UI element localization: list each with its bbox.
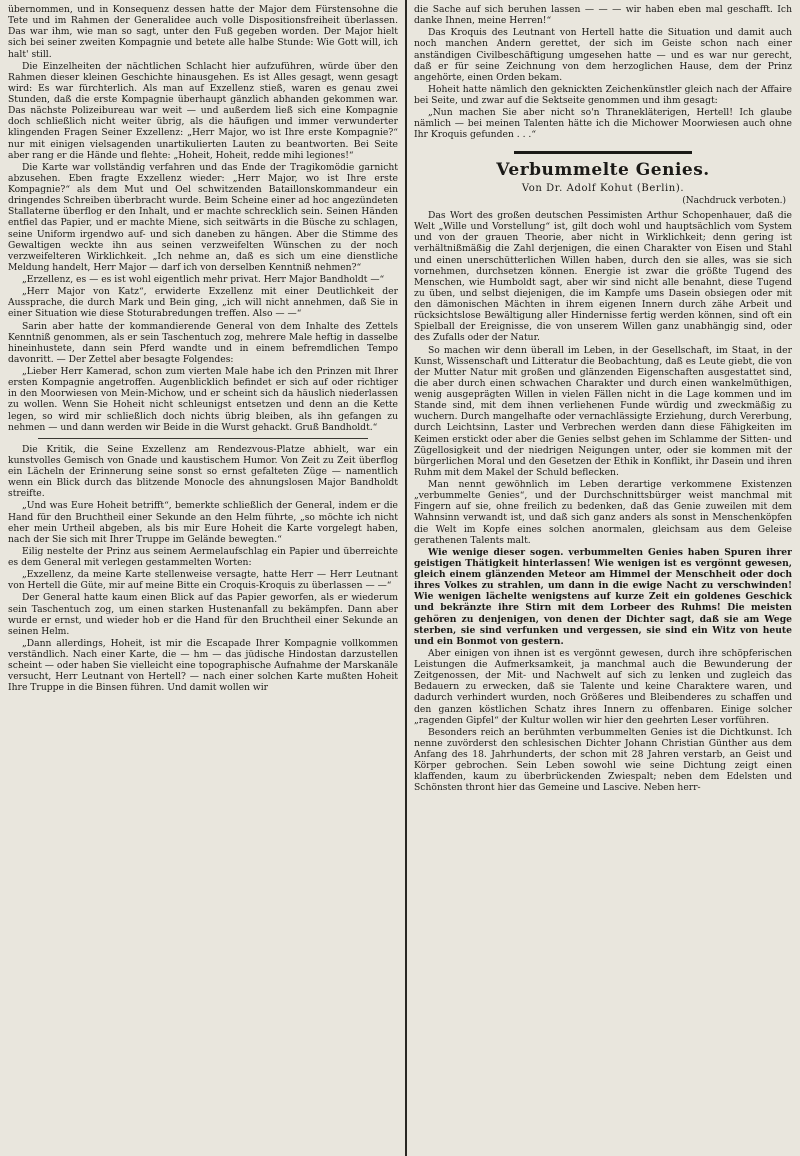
article-author: Von Dr. Adolf Kohut (Berlin). [521, 183, 685, 195]
section-divider [38, 438, 368, 439]
paragraph: „Dann allerdings, Hoheit, ist mir die Escapade Ihrer Kompagnie vollkommen verständlich. Nach einer Karte, die — hm — das jüdische Hindostan darzustellen scheint — oder haben Sie vielleicht eine topographische Aufnahme der Marskanäle versucht, Herr Leutnant von Hertell? — nach einer solchen Karte mußten Hoheit Ihre Truppe in die Binsen führen. Und damit wollen wir [8, 637, 398, 694]
column-rule [405, 0, 407, 1156]
paragraph: So machen wir denn überall im Leben, in der Gesellschaft, im Staat, in der Kunst, Wissenschaft und Litteratur die Beobachtung, daß es Leute giebt, die von der Mutter Natur mit großen und glänzenden Eigenschaften ausgestattet sind, die aber durch einen schwachen Charakter und durch einen wankelmüthigen, wenig ausgeprägten Willen in vielen Fällen nicht in die Lage kommen und im Stande sind, mit dem ihnen verliehenen Funde würdig und zweckmäßig zu wuchern. Durch mangelhafte oder vernachlässigte Erziehung, durch Vererbung, durch Leichtsinn, Laster und Verbrechen werden dann diese Fähigkeiten im Keimen erstickt oder aber die Genies selbst gehen im Schlamme der Sitten- und Zügellosigkeit und der niedrigen Neigungen unter, oder sie kommen mit der bürgerlichen Moral und den Gesetzen der Ethik in Konflikt, ihr Dasein und ihren Ruhm mit dem Makel der Schuld beflecken. [414, 344, 792, 478]
article-divider [514, 151, 692, 154]
paragraph: Besonders reich an berühmten verbummelten Genies ist die Dichtkunst. Ich nenne zuvörderst den schlesischen Dichter Johann Christian Günther aus dem Anfang des 18. Jahrhunderts, der schon mit 28 Jahren verstarb, an Geist und Körper gebrochen. Sein Leben sowohl wie seine Dichtung zeigt einen klaffenden, kaum zu überbrückenden Zwiespalt; neben dem Edelsten und Schönsten thront hier das Gemeine und Lascive. Neben herr- [414, 726, 792, 794]
paragraph: Hoheit hatte nämlich den geknickten Zeichenkünstler gleich nach der Affaire bei Seite, und zwar auf die Sektseite genommen und ihm gesagt: [414, 83, 792, 106]
paragraph: Die Einzelheiten der nächtlichen Schlacht hier aufzuführen, würde über den Rahmen dieser kleinen Geschichte hinausgehen. Es ist Alles gesagt, wenn gesagt wird: Es war fürchterlich. Als man auf Exzellenz stieß, waren es genau zwei Stunden, daß die erste Kompagnie überhaupt gänzlich abhanden gekommen war. Das nächste Polizeibureau war weit — und außerdem ließ sich eine Kompagnie doch schließlich nicht weiter übrig, als die häufigen und immer verwunderter klingenden Fragen Seiner Exzellenz: „Herr Major, wo ist Ihre erste Kompagnie?“ nur mit einigen vielsagenden unartikulierten Lauten zu beantworten. Bei Seite aber rang er die Hände und flehte: „Hoheit, Hoheit, redde mihi legiones!“ [8, 60, 398, 161]
article-title: Verbummelte Genies. [496, 159, 710, 180]
paragraph: übernommen, und in Konsequenz dessen hatte der Major dem Fürstensohne die Tete und im Rahmen der Generalidee auch volle Dispositionsfreiheit überlassen. Das war ihm, wie man so sagt, unter den Fuß gegeben worden. Der Major hielt sich bei seiner zweiten Kompagnie und betete alle halbe Stunde: Wie Gott will, ich halt' still. [8, 4, 398, 60]
reprint-note: (Nachdruck verboten.) [682, 196, 786, 207]
paragraph: Das Kroquis des Leutnant von Hertell hatte die Situation und damit auch noch manchen Andern gerettet, der sich im Geiste schon nach einer anständigen Civilbeschäftigung umgesehen hatte — und es war nur gerecht, daß er für seine Zeichnung von dem herzoglichen Hause, dem der Prinz angehörte, einen Orden bekam. [414, 27, 792, 83]
paragraph: „Herr Major von Katz“, erwiderte Exzellenz mit einer Deutlichkeit der Aussprache, die durch Mark und Bein ging, „ich will nicht annehmen, daß Sie in einer Situation wie diese Stoturabredungen treffen. Also — —“ [8, 286, 398, 320]
paragraph: Eilig nestelte der Prinz aus seinem Aermelaufschlag ein Papier und überreichte es dem General mit verlegen gestammelten Worten: [8, 545, 398, 568]
paragraph: Das Wort des großen deutschen Pessimisten Arthur Schopenhauer, daß die Welt „Wille und Vorstellung“ ist, gilt doch wohl und hauptsächlich vom System und von der grauen Theorie, aber nicht in Wirklichkeit; denn gering ist verhältnißmäßig die Zahl derjenigen, die einen Charakter von Eisen und Stahl und einen unerschütterlichen Willen haben, durch den sie alles, was sie sich vornehmen, durchsetzen können. Energie ist zwar die größte Tugend des Menschen, wie Humboldt sagt, aber wir sind nicht alle benahnt, diese Tugend zu üben, und selbst diejenigen, die im Kampfe ums Dasein obsiegen oder mit den dämonischen Mächten in ihrem eigenen Innern durch zähe Arbeit und rücksichtslose Bewältigung aller Hindernisse fertig werden können, sind oft ein Spielball der Ereignisse, die von unserem Willen ganz unabhängig sind, oder des Zufalls oder der Natur. [414, 210, 792, 344]
paragraph: „Exzellenz, da meine Karte stellenweise versagte, hatte Herr — Herr Leutnant von Hertell die Güte, mir auf meine Bitte ein Croquis-Kroquis zu überlassen — —“ [8, 569, 398, 592]
paragraph: Sarin aber hatte der kommandierende General von dem Inhalte des Zettels Kenntniß genommen, als er sein Taschentuch zog, mehrere Male heftig in dasselbe hineinhustete, dann sein Pferd wandte und in einem befremdlichen Tempo davonritt. — Der Zettel aber besagte Folgendes: [8, 320, 398, 365]
paragraph: Der General hatte kaum einen Blick auf das Papier geworfen, als er wiederum sein Taschentuch zog, um einen starken Hustenanfall zu bekämpfen. Dann aber wurde er ernst, und wieder hob er die Hand für den Bruchtheil einer Sekunde an seinen Helm. [8, 592, 398, 637]
paragraph: die Sache auf sich beruhen lassen — — — wir haben eben mal geschafft. Ich danke Ihnen, meine Herren!“ [414, 4, 792, 27]
left-column [8, 4, 398, 1152]
paragraph: Die Karte war vollständig verfahren und das Ende der Tragikomödie garnicht abzusehen. Eben fragte Exzellenz wieder: „Herr Major, wo ist Ihre erste Kompagnie?“ als dem Mut und Oel schwitzenden Bataillonskommandeur ein dringendes Schreiben überbracht wurde. Beim Scheine einer ad hoc angezündeten Stallaterne überflog er den Inhalt, und er machte schrecklich sein. Seinen Händen entfiel das Papier, und er machte Miene, sich seitwärts in die Büsche zu schlagen, seine Uniform irgendwo auf- und sich daneben zu hängen. Aber die Stimme des Gewaltigen weckte ihn aus seinen verzweifelten Wünschen zu der noch verzweifelteren Wirklichkeit. „Ich nehme an, daß es sich um eine dienstliche Meldung handelt, Herr Major — darf ich von derselben Kenntniß nehmen?“ [8, 161, 398, 273]
paragraph: „Lieber Herr Kamerad, schon zum vierten Male habe ich den Prinzen mit Ihrer ersten Kompagnie angetroffen. Augenblicklich befindet er sich auf oder richtiger in den Moorwiesen von Mein-Michow, und er scheint sich da häuslich niederlassen zu wollen. Wenn Sie Hoheit nicht schleunigst entsetzen und denn an die Kette legen, so wird mir schließlich doch nichts übrig bleiben, als ihn gefangen zu nehmen — und dann werden wir Beide in die Wurst gehackt. Gruß Bandholdt.“ [8, 366, 398, 433]
paragraph: „Und was Eure Hoheit betrifft“, bemerkte schließlich der General, indem er die Hand für den Bruchtheil einer Sekunde an den Helm führte, „so möchte ich nicht eher mein Urtheil abgeben, als bis mir Eure Hoheit die Karte vorgelegt haben, nach der Sie sich mit Ihrer Truppe im Gelände bewegten.“ [8, 500, 398, 545]
paragraph: „Nun machen Sie aber nicht so'n Thranekläterigen, Hertell! Ich glaube nämlich — bei meinen Talenten hätte ich die Michower Moorwiesen auch ohne Ihr Kroquis gefunden . . .“ [414, 107, 792, 141]
paragraph: Die Kritik, die Seine Exzellenz am Rendezvous-Platze abhielt, war ein kunstvolles Gemisch von Gnade und kaustischem Humor. Von Zeit zu Zeit überflog ein Lächeln der Erinnerung seine sonst so ernst gefalteten Züge — namentlich wenn ein Blick durch das blitzende Monocle des ahnungslosen Major Bandholdt streifte. [8, 443, 398, 500]
right-column [414, 4, 792, 1152]
paragraph: „Erzellenz, es — es ist wohl eigentlich mehr privat. Herr Major Bandholdt —“ [22, 274, 385, 285]
paragraph: Man nennt gewöhnlich im Leben derartige verkommene Existenzen „verbummelte Genies“, und der Durchschnittsbürger weist manchmal mit Fingern auf sie, ohne freilich zu bedenken, daß das Genie zuweilen mit dem Wahnsinn verwandt ist, und daß sich ganz anders als sonst in Menschenköpfen die Welt im Kopfe eines solchen anormalen, gleichsam aus dem Geleise gerathenen Talents malt. [414, 479, 792, 546]
paragraph: Aber einigen von ihnen ist es vergönnt gewesen, durch ihre schöpferischen Leistungen die Aufmerksamkeit, ja manchmal auch die Bewunderung der Zeitgenossen, der Mit- und Nachwelt auf sich zu lenken und zugleich das Bedauern zu erwecken, daß sie Talente und keine Charaktere waren, und dadurch verhindert wurden, noch Größeres und Bleibenderes zu schaffen und den ganzen köstlichen Schatz ihres Innern zu offenbaren. Einige solcher „ragenden Gipfel“ der Kultur wollen wir hier den geehrten Leser vorführen. [414, 647, 792, 726]
paragraph: Wie wenige dieser sogen. verbummelten Genies haben Spuren ihrer geistigen Thätigkeit hinterlassen! Wie wenigen ist es vergönnt gewesen, gleich einem glänzenden Meteor am Himmel der Menschheit oder doch ihres Volkes zu strahlen, um dann in die ewige Nacht zu verschwinden! Wie wenigen lächelte wenigstens auf kurze Zeit ein goldenes Geschick und bekränzte ihre Stirn mit dem Lorbeer des Ruhms! Die meisten gehören zu denjenigen, von denen der Dichter sagt, daß sie am Wege sterben, sie sind verfunken und vergessen, sie sind ein Witz von heute und ein Bonmot von gestern. [414, 546, 792, 647]
